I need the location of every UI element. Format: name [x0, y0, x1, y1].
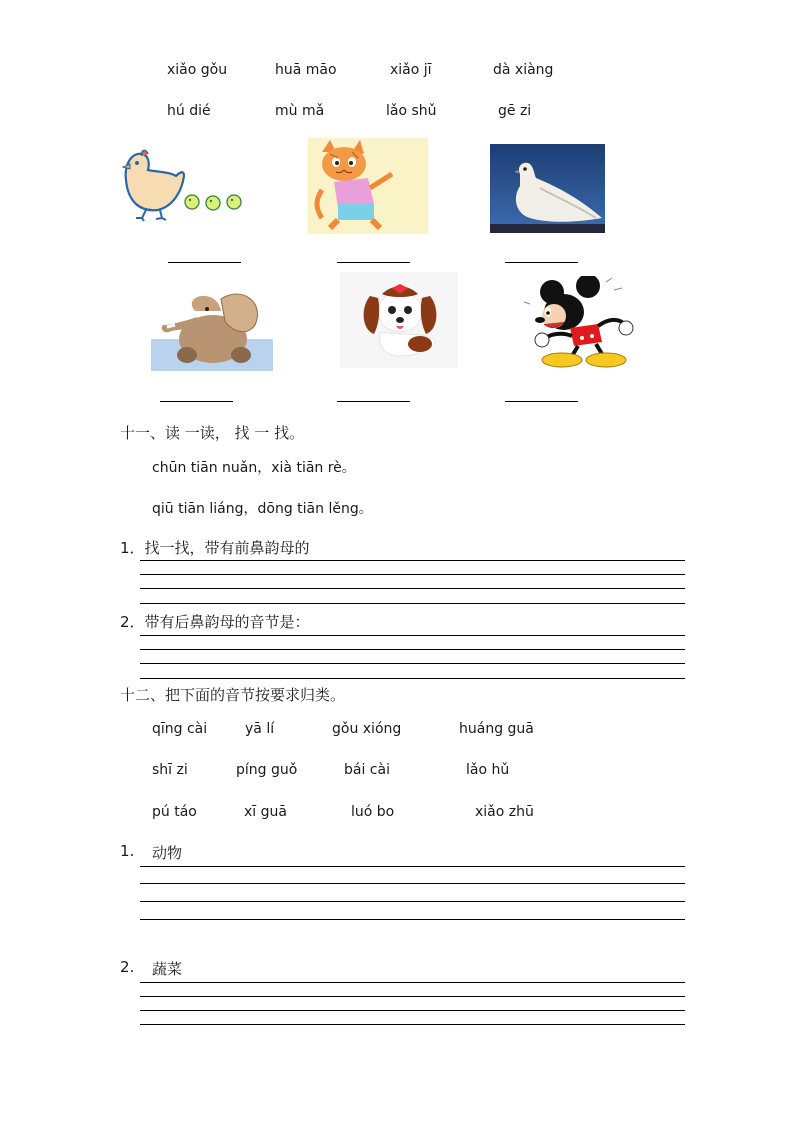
pinyin-word: gǒu xióng: [332, 721, 402, 737]
pinyin-word: pú táo: [152, 804, 197, 820]
pinyin-word: lǎo shǔ: [386, 103, 437, 119]
writing-line[interactable]: [140, 635, 685, 636]
writing-line[interactable]: [140, 678, 685, 679]
pinyin-word: xiǎo zhū: [475, 804, 534, 820]
answer-blank[interactable]: [505, 262, 578, 263]
pinyin-sentence: qiū tiān liáng，dōng tiān lěng。: [152, 501, 373, 517]
writing-line[interactable]: [140, 866, 685, 867]
section-11-heading: 十一、读 一读， 找 一 找。: [120, 424, 305, 442]
pinyin-word: huáng guā: [459, 721, 534, 737]
writing-line[interactable]: [140, 982, 685, 983]
answer-blank[interactable]: [168, 262, 241, 263]
writing-line[interactable]: [140, 649, 685, 650]
pinyin-word: dà xiàng: [493, 62, 554, 78]
writing-line[interactable]: [140, 574, 685, 575]
dove-picture: [490, 144, 605, 233]
question-front-nasal: 1．找一找，带有前鼻韵母的: [120, 539, 310, 557]
answer-blank[interactable]: [160, 401, 233, 402]
writing-line[interactable]: [140, 588, 685, 589]
pinyin-word: huā māo: [275, 62, 337, 78]
pinyin-sentence: chūn tiān nuǎn，xià tiān rè。: [152, 460, 356, 476]
pinyin-word: lǎo hǔ: [466, 762, 510, 778]
category-vegetables-label: 蔬菜: [152, 960, 183, 978]
writing-line[interactable]: [140, 560, 685, 561]
pinyin-word: luó bo: [351, 804, 395, 820]
writing-line[interactable]: [140, 996, 685, 997]
category-animals-label: 动物: [152, 844, 183, 862]
pinyin-word: xī guā: [244, 804, 287, 820]
section-12-heading: 十二、把下面的音节按要求归类。: [120, 686, 346, 704]
pinyin-word: mù mǎ: [275, 103, 325, 119]
answer-blank[interactable]: [337, 401, 410, 402]
writing-line[interactable]: [140, 919, 685, 920]
writing-line[interactable]: [140, 1024, 685, 1025]
writing-line[interactable]: [140, 1010, 685, 1011]
elephant-picture: [151, 281, 273, 371]
pinyin-word: gē zi: [498, 103, 532, 119]
pinyin-word: bái cài: [344, 762, 390, 778]
answer-blank[interactable]: [505, 401, 578, 402]
pinyin-word: xiǎo gǒu: [167, 62, 228, 78]
question-number: 1.: [120, 842, 135, 860]
mickey-mouse-picture: [522, 276, 636, 372]
puppy-picture: [340, 272, 458, 368]
writing-line[interactable]: [140, 663, 685, 664]
pinyin-word: shī zi: [152, 762, 188, 778]
pinyin-word: qīng cài: [152, 721, 208, 737]
pinyin-word: píng guǒ: [236, 762, 298, 778]
pinyin-word: hú dié: [167, 103, 211, 119]
cat-picture: [308, 138, 428, 234]
pinyin-word: xiǎo jī: [390, 62, 432, 78]
writing-line[interactable]: [140, 603, 685, 604]
answer-blank[interactable]: [337, 262, 410, 263]
hen-picture: [118, 146, 248, 222]
pinyin-word: yā lí: [245, 721, 275, 737]
question-back-nasal: 2．带有后鼻韵母的音节是：: [120, 613, 310, 631]
question-number: 2.: [120, 958, 135, 976]
writing-line[interactable]: [140, 901, 685, 902]
writing-line[interactable]: [140, 883, 685, 884]
